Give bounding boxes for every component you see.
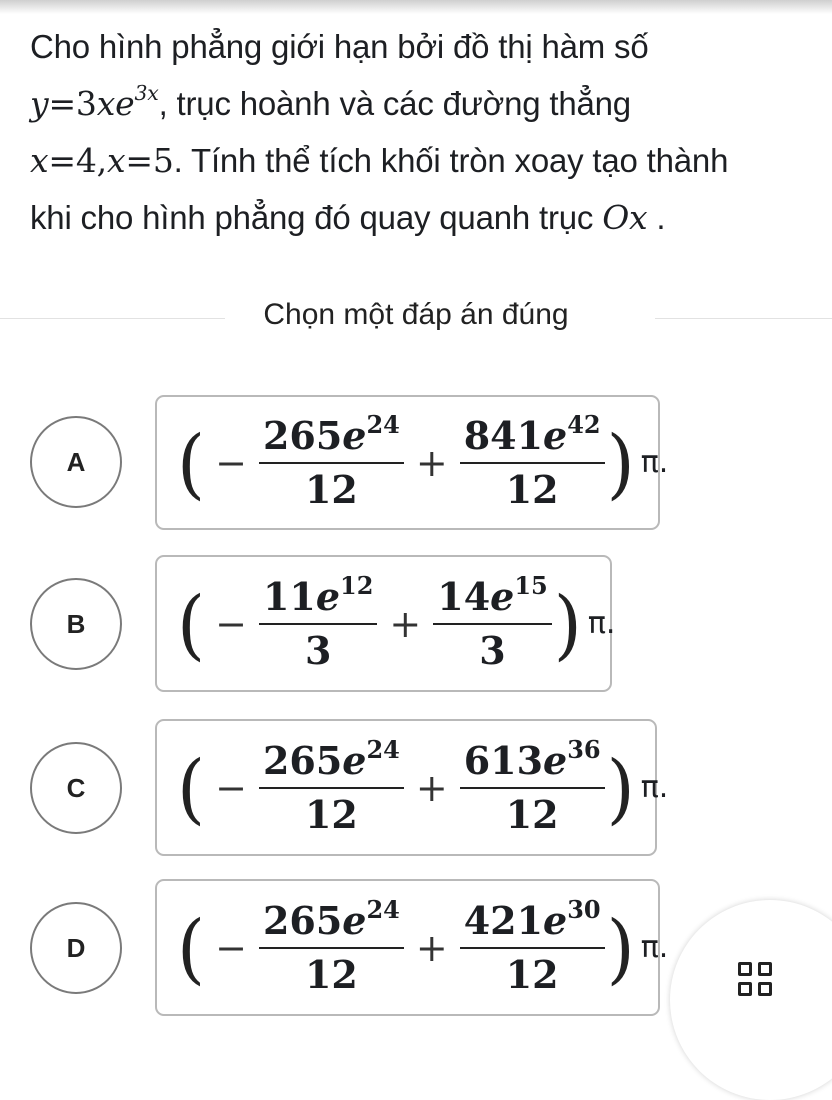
- option-b-card[interactable]: [155, 555, 616, 692]
- option-d-expression: ( − $\frac{265e^{24}}{12}$ + $\frac{421e^{30}}{12}$ ) π.: [177, 894, 669, 997]
- option-d-radio[interactable]: D: [30, 902, 122, 994]
- prompt-label: Chọn một đáp án đúng: [263, 298, 569, 331]
- option-c-radio[interactable]: C: [30, 742, 122, 834]
- option-c-fraction-2: $\frac{613e^{36}}{12}$: [460, 739, 605, 836]
- question-line-3: x=4,x=5. Tính thể tích khối tròn xoay tạo thành: [30, 141, 729, 180]
- question-line-2: $y=3xe^{3x}$, trục hoành và các đường thẳng: [30, 80, 631, 123]
- option-d-fraction-2: $\frac{421e^{30}}{12}$: [460, 899, 605, 996]
- top-edge-fade: [0, 0, 832, 14]
- option-c-expression: ( − $\frac{265e^{24}}{12}$ + $\frac{613e^{36}}{12}$ ) π.: [177, 734, 669, 837]
- option-b-fraction-1: $\frac{11e^{12}}{3}$: [259, 575, 377, 672]
- question-text: [30, 18, 820, 246]
- option-a-expression: ( − $\frac{265e^{24}}{12}$ + $\frac{841e^{42}}{12}$ ) π.: [177, 409, 669, 512]
- option-a-fraction-2: $\frac{841e^{42}}{12}$: [460, 414, 605, 511]
- question-line-4: khi cho hình phẳng đó quay quanh trục Ox .: [30, 198, 666, 237]
- option-d-card[interactable]: [155, 879, 669, 1016]
- option-d-fraction-1: $\frac{265e^{24}}{12}$: [259, 899, 404, 996]
- option-b-radio[interactable]: B: [30, 578, 122, 670]
- grid-icon[interactable]: [738, 962, 778, 1002]
- option-c-fraction-1: $\frac{265e^{24}}{12}$: [259, 739, 404, 836]
- option-a-card[interactable]: [155, 395, 669, 530]
- option-b-fraction-2: $\frac{14e^{15}}{3}$: [433, 575, 551, 672]
- option-b-expression: ( − $\frac{11e^{12}}{3}$ + $\frac{14e^{15}}{3}$ ) π.: [177, 570, 616, 673]
- option-c-card[interactable]: [155, 719, 669, 856]
- question-line-1: Cho hình phẳng giới hạn bởi đồ thị hàm số: [30, 28, 649, 65]
- prompt-divider: [0, 298, 832, 358]
- option-a-radio[interactable]: A: [30, 416, 122, 508]
- option-a-fraction-1: $\frac{265e^{24}}{12}$: [259, 414, 404, 511]
